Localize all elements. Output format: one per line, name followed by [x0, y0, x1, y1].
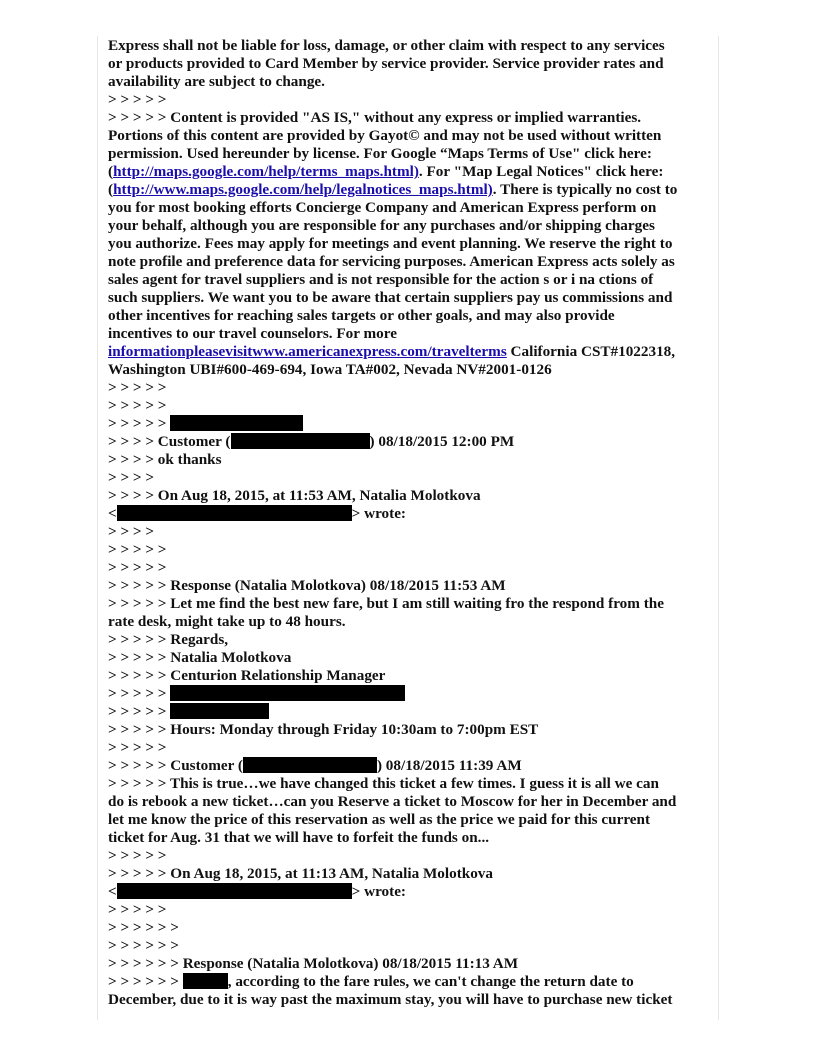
redaction-box	[231, 433, 370, 449]
text-segment: > > > > >	[108, 379, 167, 396]
text-line	[108, 307, 718, 325]
text-segment: > > > > >	[108, 415, 171, 432]
text-line	[108, 271, 718, 289]
text-line	[108, 559, 718, 577]
text-line	[108, 739, 718, 757]
text-line	[108, 199, 718, 217]
text-segment: California CST#1022318,	[506, 343, 676, 360]
text-segment: > > > > > Let me find the best new fare, but I am still waiting fro the respond from the	[108, 595, 664, 612]
text-segment: > wrote:	[351, 883, 406, 900]
hyperlink[interactable]: http://maps.google.com/help/terms_maps.html)	[113, 163, 419, 180]
text-segment: > > > > > >	[108, 937, 179, 954]
text-segment: . There is typically no cost to	[492, 181, 678, 198]
text-segment: let me know the price of this reservation as well as the price we paid for this current	[108, 811, 651, 828]
text-line	[108, 811, 718, 829]
text-line	[108, 73, 718, 91]
text-segment: . For "Map Legal Notices" click here:	[418, 163, 664, 180]
text-line	[108, 415, 718, 433]
redaction-box	[183, 973, 228, 989]
redaction-box	[117, 883, 352, 899]
text-line	[108, 505, 718, 523]
text-segment: > > > > > This is true…we have changed this ticket a few times. I guess it is all we can	[108, 775, 659, 792]
text-line	[108, 667, 718, 685]
text-segment: > > > > >	[108, 91, 167, 108]
text-line	[108, 613, 718, 631]
text-line	[108, 865, 718, 883]
text-line	[108, 523, 718, 541]
text-segment: > > > > >	[108, 847, 167, 864]
text-segment: (	[108, 181, 114, 198]
hyperlink[interactable]: informationpleasevisitwww.americanexpress.com/travelterms	[108, 343, 507, 360]
text-line	[108, 127, 718, 145]
text-segment: other incentives for reaching sales targets or other goals, and may also provide	[108, 307, 615, 324]
text-segment: > > > > >	[108, 703, 171, 720]
text-segment: > > > > > Content is provided "AS IS," without any express or implied warranties.	[108, 109, 642, 126]
text-segment: > > > > >	[108, 559, 167, 576]
text-line	[108, 235, 718, 253]
text-line	[108, 775, 718, 793]
text-line	[108, 937, 718, 955]
text-line	[108, 541, 718, 559]
text-line	[108, 991, 718, 1009]
text-line	[108, 289, 718, 307]
text-line	[108, 325, 718, 343]
text-line	[108, 847, 718, 865]
text-segment: sales agent for travel suppliers and is not responsible for the action s or i na ctions of	[108, 271, 654, 288]
text-segment: you for most booking efforts Concierge Company and American Express perform on	[108, 199, 657, 216]
text-line	[108, 649, 718, 667]
text-line	[108, 181, 718, 199]
text-line	[108, 919, 718, 937]
text-segment: Express shall not be liable for loss, damage, or other claim with respect to any services	[108, 37, 665, 54]
text-segment: > > > > >	[108, 397, 167, 414]
text-line	[108, 343, 718, 361]
text-line	[108, 757, 718, 775]
text-segment: your behalf, although you are responsible for any purchases and/or shipping charges	[108, 217, 655, 234]
text-segment: such suppliers. We want you to be aware that certain suppliers pay us commissions and	[108, 289, 673, 306]
text-segment: ) 08/18/2015 12:00 PM	[369, 433, 515, 450]
text-line	[108, 361, 718, 379]
text-line	[108, 55, 718, 73]
text-segment: > > > > >	[108, 901, 167, 918]
text-segment: > wrote:	[351, 505, 406, 522]
text-line	[108, 487, 718, 505]
text-line	[108, 145, 718, 163]
text-line	[108, 217, 718, 235]
text-line	[108, 109, 718, 127]
text-segment: > > > > > Centurion Relationship Manager	[108, 667, 386, 684]
text-segment: > > > > > Regards,	[108, 631, 229, 648]
text-segment: > > > > ok thanks	[108, 451, 222, 468]
text-segment: > > > > >	[108, 685, 171, 702]
text-line	[108, 397, 718, 415]
text-line	[108, 163, 718, 181]
page-margin-line-right	[718, 36, 719, 1020]
text-line	[108, 685, 718, 703]
text-segment: > > > > > Customer (	[108, 757, 243, 774]
text-segment: > > > > Customer (	[108, 433, 231, 450]
text-segment: rate desk, might take up to 48 hours.	[108, 613, 346, 630]
text-segment: > > > > On Aug 18, 2015, at 11:53 AM, Natalia Molotkova	[108, 487, 481, 504]
redaction-box	[243, 757, 377, 773]
text-segment: > > > >	[108, 523, 155, 540]
text-segment: permission. Used hereunder by license. For Google “Maps Terms of Use" click here:	[108, 145, 652, 162]
text-segment: ) 08/18/2015 11:39 AM	[376, 757, 522, 774]
hyperlink[interactable]: http://www.maps.google.com/help/legalnotices_maps.html)	[113, 181, 493, 198]
page-margin-line-left	[97, 36, 98, 1020]
text-line	[108, 631, 718, 649]
text-line	[108, 469, 718, 487]
redaction-box	[170, 685, 405, 701]
text-segment: (	[108, 163, 114, 180]
text-segment: , according to the fare rules, we can't change the return date to	[227, 973, 634, 990]
text-line	[108, 793, 718, 811]
text-line	[108, 37, 718, 55]
text-segment: ticket for Aug. 31 that we will have to forfeit the funds on...	[108, 829, 490, 846]
text-line	[108, 703, 718, 721]
text-line	[108, 433, 718, 451]
text-segment: <	[108, 505, 117, 522]
text-segment: > > > > > On Aug 18, 2015, at 11:13 AM, Natalia Molotkova	[108, 865, 493, 882]
text-segment: > > > >	[108, 469, 155, 486]
text-line	[108, 721, 718, 739]
text-segment: > > > > > > Response (Natalia Molotkova) 08/18/2015 11:13 AM	[108, 955, 519, 972]
text-segment: you authorize. Fees may apply for meetings and event planning. We reserve the right to	[108, 235, 673, 252]
text-line	[108, 379, 718, 397]
text-segment: Washington UBI#600-469-694, Iowa TA#002, Nevada NV#2001-0126	[108, 361, 552, 378]
text-segment: > > > > > Response (Natalia Molotkova) 08/18/2015 11:53 AM	[108, 577, 506, 594]
text-segment: > > > > > >	[108, 919, 179, 936]
text-segment: <	[108, 883, 117, 900]
text-segment: Portions of this content are provided by Gayot© and may not be used without written	[108, 127, 662, 144]
text-segment: > > > > > Hours: Monday through Friday 10:30am to 7:00pm EST	[108, 721, 539, 738]
redaction-box	[117, 505, 352, 521]
redaction-box	[170, 415, 303, 431]
text-segment: December, due to it is way past the maximum stay, you will have to purchase new ticket	[108, 991, 673, 1008]
email-thread-body	[108, 37, 718, 1009]
text-segment: or products provided to Card Member by service provider. Service provider rates and	[108, 55, 664, 72]
text-line	[108, 955, 718, 973]
text-line	[108, 253, 718, 271]
text-line	[108, 595, 718, 613]
text-line	[108, 883, 718, 901]
text-segment: > > > > > >	[108, 973, 183, 990]
text-segment: note profile and preference data for servicing purposes. American Express acts solely as	[108, 253, 675, 270]
text-line	[108, 91, 718, 109]
text-line	[108, 451, 718, 469]
text-line	[108, 577, 718, 595]
text-segment: do is rebook a new ticket…can you Reserve a ticket to Moscow for her in December and	[108, 793, 677, 810]
text-segment: > > > > >	[108, 739, 167, 756]
text-line	[108, 973, 718, 991]
text-segment: > > > > >	[108, 541, 167, 558]
redaction-box	[170, 703, 269, 719]
text-line	[108, 901, 718, 919]
text-line	[108, 829, 718, 847]
text-segment: availability are subject to change.	[108, 73, 325, 90]
text-segment: incentives to our travel counselors. For more	[108, 325, 397, 342]
text-segment: > > > > > Natalia Molotkova	[108, 649, 292, 666]
